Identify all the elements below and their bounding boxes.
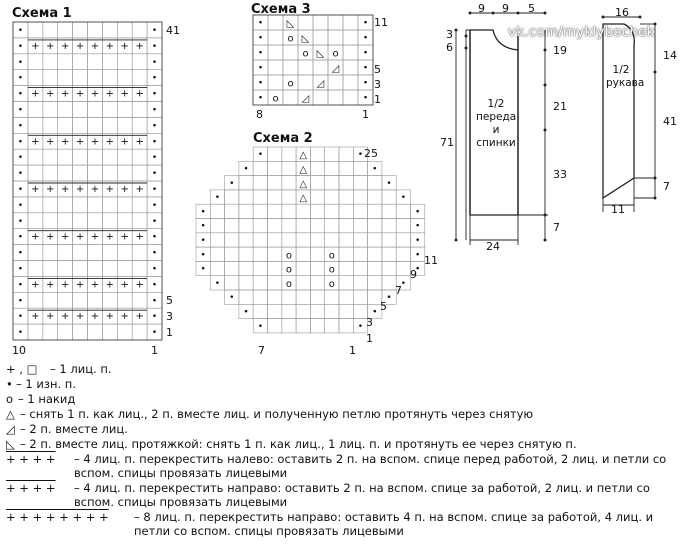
purl-dot: •	[151, 121, 158, 132]
purl-dot: •	[257, 93, 264, 104]
decrease-mark: ◺	[316, 48, 325, 60]
sk2p-mark: △	[299, 150, 308, 162]
decrease-mark: ◺	[301, 33, 310, 45]
dim-neck-6: 6	[446, 41, 453, 54]
purl-dot: •	[17, 89, 24, 100]
knit-plus: +	[105, 88, 115, 100]
scheme1-col-10: 10	[12, 344, 26, 357]
purl-dot: •	[151, 328, 158, 339]
dim-sleeve-11: 11	[611, 203, 625, 216]
purl-dot: •	[362, 48, 369, 59]
legend-item-knit	[6, 362, 686, 376]
dim-sleeve-16: 16	[615, 6, 629, 19]
purl-dot: •	[257, 18, 264, 29]
purl-dot: •	[214, 193, 221, 204]
legend-item-cable-left	[6, 452, 686, 480]
purl-dot: •	[151, 41, 158, 52]
purl-dot: •	[17, 153, 24, 164]
knit-icon: + , □	[6, 362, 38, 376]
purl-dot: •	[17, 25, 24, 36]
knit-plus: +	[31, 311, 40, 323]
knit-plus: +	[120, 231, 129, 243]
legend-text: – 1 лиц. п.	[50, 362, 112, 376]
purl-dot: •	[362, 93, 369, 104]
knit-plus: +	[90, 40, 100, 52]
sk2p-mark: △	[299, 193, 308, 205]
scheme2-title: Схема 2	[253, 131, 313, 146]
scheme3-row-3: 3	[374, 78, 381, 91]
knit-plus: +	[120, 279, 129, 291]
knit-plus: +	[31, 231, 40, 243]
knit-plus: +	[135, 231, 144, 243]
knit-plus: +	[135, 183, 144, 195]
purl-dot: •	[17, 41, 24, 52]
knit-plus: +	[90, 231, 100, 243]
yarnover-mark: o	[272, 93, 279, 105]
purl-dot: •	[229, 178, 235, 189]
purl-dot: •	[151, 105, 158, 116]
scheme3-title: Схема 3	[251, 2, 311, 17]
purl-dot: •	[200, 235, 206, 246]
scheme1-row-1: 1	[166, 326, 173, 339]
decrease-mark: ◺	[286, 18, 295, 30]
knit-plus: +	[105, 40, 115, 52]
purl-dot: •	[414, 264, 421, 275]
purl-dot: •	[200, 207, 206, 218]
purl-dot: •	[151, 248, 158, 259]
purl-dot: •	[151, 296, 158, 307]
purl-dot: •	[257, 63, 264, 74]
purl-dot: •	[362, 78, 369, 89]
dim-24: 24	[486, 240, 500, 253]
dim-7: 7	[553, 221, 560, 234]
knit-plus: +	[105, 231, 115, 243]
dim-top-9b: 9	[502, 2, 509, 15]
knit-plus: +	[90, 279, 100, 291]
knit-plus: +	[75, 279, 85, 291]
purl-dot: •	[243, 164, 249, 175]
yarnover-mark: o	[285, 264, 293, 276]
knit-plus: +	[90, 136, 100, 148]
knit-plus: +	[105, 311, 115, 323]
legend-text: – 8 лиц. п. перекрестить направо: оставить 4 п. на вспом. спице за работой, 4 лиц. и петли со вспом. спицы провязать лицевыми	[134, 510, 654, 538]
k2tog-icon: ◿	[6, 422, 15, 436]
legend-text: – 2 п. вместе лиц.	[20, 422, 128, 436]
cable-8-icon: + + + + + + + +	[6, 510, 109, 524]
decrease-mark: ◿	[301, 93, 310, 105]
purl-dot: •	[151, 153, 158, 164]
scheme3-row-5: 5	[374, 63, 381, 76]
purl-dot: •	[17, 169, 24, 180]
yarnover-icon: o	[6, 392, 14, 406]
purl-dot: •	[151, 184, 158, 195]
decrease-mark: ◿	[316, 78, 325, 90]
dim-sleeve-14: 14	[663, 49, 677, 62]
purl-dot: •	[400, 193, 407, 204]
purl-dot: •	[17, 248, 24, 259]
legend-text: – 1 изн. п.	[16, 377, 76, 391]
scheme1-row-41: 41	[166, 24, 180, 37]
sk2p-mark: △	[299, 164, 308, 176]
purl-dot: •	[151, 25, 158, 36]
cable-right-icon: + + + +	[6, 481, 56, 495]
knit-plus: +	[46, 231, 55, 243]
purl-dot: •	[17, 57, 24, 68]
knit-plus: +	[105, 279, 115, 291]
scheme1-col-1: 1	[151, 344, 158, 357]
knit-plus: +	[46, 311, 55, 323]
knit-plus: +	[105, 183, 115, 195]
knit-plus: +	[90, 311, 100, 323]
purl-dot: •	[17, 200, 24, 211]
purl-dot: •	[257, 321, 264, 332]
dim-71: 71	[440, 136, 454, 149]
knit-plus: +	[135, 136, 144, 148]
purl-dot: •	[200, 264, 206, 275]
purl-dot: •	[257, 33, 264, 44]
knit-plus: +	[105, 136, 115, 148]
dim-top-9a: 9	[478, 2, 485, 15]
purl-dot: •	[17, 121, 24, 132]
knit-plus: +	[75, 183, 85, 195]
legend-text: – 1 накид	[18, 392, 76, 406]
scheme3-col-8: 8	[256, 108, 263, 121]
legend-item-sk2p	[6, 407, 686, 421]
legend-item-k2tog	[6, 422, 686, 436]
scheme2-col-7: 7	[258, 344, 265, 357]
purl-dot: •	[151, 264, 158, 275]
purl-dot: •	[414, 250, 421, 261]
purl-dot: •	[151, 200, 158, 211]
purl-dot: •	[151, 216, 158, 227]
knit-plus: +	[75, 40, 85, 52]
knit-plus: +	[120, 136, 129, 148]
dim-neck-3: 3	[446, 28, 453, 41]
purl-dot: •	[362, 63, 369, 74]
knit-plus: +	[135, 279, 144, 291]
purl-dot: •	[151, 89, 158, 100]
purl-dot: •	[229, 293, 235, 304]
knit-plus: +	[31, 88, 40, 100]
knit-plus: +	[75, 136, 85, 148]
purl-dot: •	[151, 280, 158, 291]
purl-dot: •	[17, 184, 24, 195]
knit-plus: +	[60, 279, 70, 291]
purl-dot: •	[414, 207, 421, 218]
legend-item-cable-8	[6, 510, 686, 538]
legend-item-yarnover	[6, 392, 686, 406]
knit-plus: +	[60, 136, 70, 148]
knit-plus: +	[46, 88, 55, 100]
dim-19: 19	[553, 44, 567, 57]
knit-plus: +	[120, 183, 129, 195]
cable-left-icon: + + + +	[6, 452, 56, 466]
scheme1-row-3: 3	[166, 310, 173, 323]
purl-dot: •	[257, 48, 264, 59]
purl-dot: •	[362, 33, 369, 44]
purl-dot: •	[257, 78, 264, 89]
knit-plus: +	[75, 231, 85, 243]
yarnover-mark: o	[285, 278, 293, 290]
purl-dot: •	[151, 73, 158, 84]
purl-dot: •	[357, 150, 364, 161]
purl-dot: •	[372, 307, 378, 318]
sk2p-mark: △	[299, 178, 308, 190]
knit-plus: +	[46, 279, 55, 291]
purl-dot: •	[400, 278, 407, 289]
knit-plus: +	[60, 231, 70, 243]
dim-top-5: 5	[528, 2, 535, 15]
purl-dot: •	[17, 105, 24, 116]
scheme3-row-1: 1	[374, 93, 381, 106]
purl-dot: •	[17, 73, 24, 84]
scheme2-row-11: 11	[424, 254, 438, 267]
purl-dot: •	[151, 312, 158, 323]
watermark: vk.com/myklybochek	[508, 24, 655, 40]
purl-dot: •	[151, 57, 158, 68]
knit-plus: +	[46, 136, 55, 148]
decrease-mark: ◿	[331, 63, 340, 75]
knit-plus: +	[90, 183, 100, 195]
purl-dot: •	[17, 296, 24, 307]
scheme2-row-25: 25	[364, 147, 378, 160]
dim-sleeve-7: 7	[663, 180, 670, 193]
knit-plus: +	[31, 279, 40, 291]
yarnover-mark: o	[287, 33, 294, 45]
yarnover-mark: o	[328, 250, 335, 262]
yarnover-mark: o	[328, 278, 335, 290]
purl-dot: •	[386, 178, 392, 189]
scheme2-row-7: 7	[395, 284, 402, 297]
purl-dot: •	[151, 232, 158, 243]
purl-dot: •	[243, 307, 249, 318]
yarnover-mark: o	[285, 250, 293, 262]
dim-33: 33	[553, 168, 567, 181]
scheme2-row-1: 1	[366, 332, 373, 345]
legend-item-cable-right	[6, 481, 686, 509]
knit-plus: +	[135, 311, 144, 323]
purl-dot: •	[200, 250, 206, 261]
knit-plus: +	[135, 40, 144, 52]
purl-dot: •	[17, 137, 24, 148]
purl-icon: •	[6, 377, 13, 391]
triangle-icon: △	[6, 407, 15, 421]
legend-text: – 4 лиц. п. перекрестить направо: оставить 2 п. на вспом. спице за работой, 2 лиц. и петли со вспом. спицы провязать лицевыми	[74, 481, 650, 509]
knit-plus: +	[60, 88, 70, 100]
knit-plus: +	[120, 88, 129, 100]
scheme2-col-1: 1	[349, 344, 356, 357]
scheme1-row-5: 5	[166, 294, 173, 307]
scheme2-row-3: 3	[366, 316, 373, 329]
yarnover-mark: o	[328, 264, 335, 276]
knit-plus: +	[120, 311, 129, 323]
ssk-icon: ◺	[6, 437, 15, 451]
knit-plus: +	[60, 40, 70, 52]
body-piece-label: 1/2 переда и спинки	[476, 98, 517, 149]
scheme3-row-11: 11	[374, 16, 388, 29]
scheme2-row-9: 9	[410, 268, 417, 281]
purl-dot: •	[200, 221, 206, 232]
purl-dot: •	[386, 293, 392, 304]
purl-dot: •	[17, 232, 24, 243]
knit-plus: +	[31, 40, 40, 52]
scheme3-col-1: 1	[362, 108, 369, 121]
purl-dot: •	[214, 278, 221, 289]
yarnover-mark: o	[287, 78, 294, 90]
scheme1-title: Схема 1	[12, 6, 72, 21]
knit-plus: +	[46, 183, 55, 195]
purl-dot: •	[17, 280, 24, 291]
knit-plus: +	[75, 88, 85, 100]
purl-dot: •	[17, 216, 24, 227]
purl-dot: •	[362, 18, 369, 29]
scheme2-row-5: 5	[380, 300, 387, 313]
knit-plus: +	[75, 311, 85, 323]
purl-dot: •	[372, 164, 378, 175]
knit-plus: +	[31, 136, 40, 148]
purl-dot: •	[357, 321, 364, 332]
sleeve-piece-outline	[603, 24, 645, 198]
purl-dot: •	[414, 221, 421, 232]
purl-dot: •	[17, 264, 24, 275]
purl-dot: •	[17, 312, 24, 323]
purl-dot: •	[151, 137, 158, 148]
sleeve-piece-label: 1/2 рукава	[606, 64, 645, 89]
legend	[6, 362, 686, 539]
knit-plus: +	[135, 88, 144, 100]
purl-dot: •	[17, 328, 24, 339]
knit-plus: +	[120, 40, 129, 52]
legend-item-ssk	[6, 437, 686, 451]
knit-plus: +	[46, 40, 55, 52]
knit-plus: +	[31, 183, 40, 195]
purl-dot: •	[414, 235, 421, 246]
dim-sleeve-41: 41	[663, 115, 677, 128]
purl-dot: •	[257, 150, 264, 161]
purl-dot: •	[151, 169, 158, 180]
knit-plus: +	[60, 311, 70, 323]
legend-item-purl	[6, 377, 686, 391]
yarnover-mark: o	[302, 48, 309, 60]
knit-plus: +	[90, 88, 100, 100]
legend-text: – 2 п. вместе лиц. протяжкой: снять 1 п. как лиц., 1 лиц. п. и протянуть ее через снятую п.	[20, 437, 577, 451]
legend-text: – снять 1 п. как лиц., 2 п. вместе лиц. и полученную петлю протянуть через снятую	[20, 407, 534, 421]
legend-text: – 4 лиц. п. перекрестить налево: оставить 2 п. на вспом. спице перед работой, 2 лиц. и петли со вспом. спицы провязать лицевыми	[74, 452, 667, 480]
dim-21: 21	[553, 100, 567, 113]
knit-plus: +	[60, 183, 70, 195]
yarnover-mark: o	[332, 48, 339, 60]
